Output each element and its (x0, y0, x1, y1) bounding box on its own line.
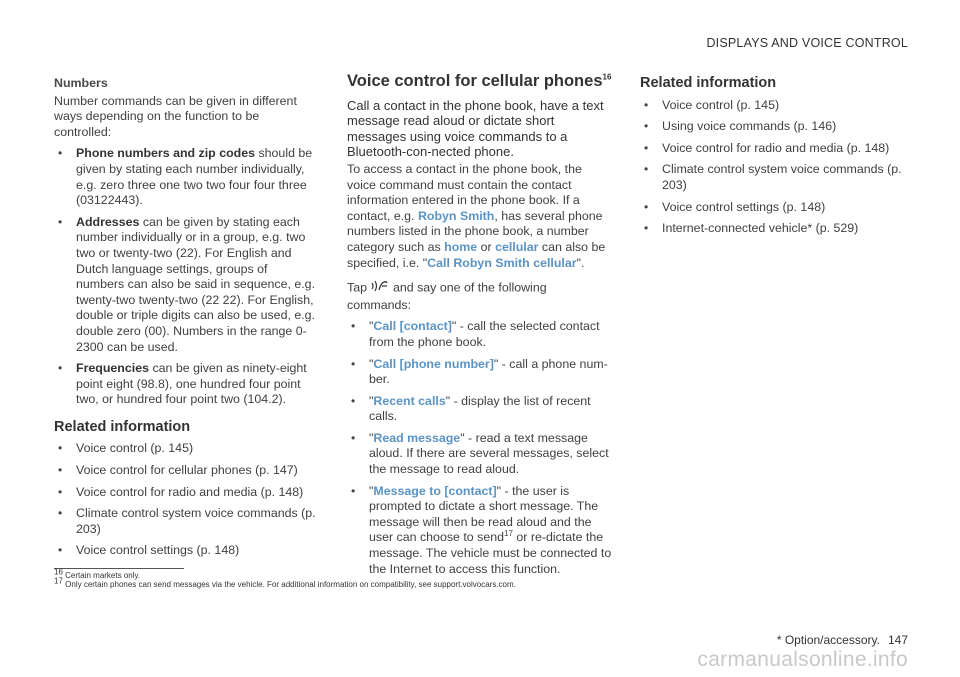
command-text: " - call a phone num-ber. (369, 356, 608, 387)
related-link-text[interactable]: Voice control (p. 145) (76, 441, 194, 456)
list-item (347, 319, 613, 350)
command: Call [contact] (373, 319, 452, 334)
related-heading: Related information (640, 75, 777, 91)
list-item (347, 484, 613, 578)
related-link[interactable] (640, 141, 910, 157)
command-text: or re-dictate the message. The vehicle must be connected to the Internet to access this function. (369, 530, 612, 576)
bullet: • (58, 441, 63, 456)
footnote (54, 567, 141, 580)
bullet: • (644, 97, 649, 112)
text: and say one of the following commands: (347, 280, 547, 312)
related-link-text[interactable]: Voice control for cellular phones (p. 147) (76, 463, 298, 478)
open-quote: " (369, 356, 374, 371)
text: can also be specified, i.e. " (347, 239, 606, 270)
term: Frequencies (76, 361, 149, 376)
command-text: " - the user is prompted to dictate a short message. The message will then be read aloud and the user can choose to send (369, 483, 599, 545)
bullet: • (644, 221, 649, 236)
bullet: • (58, 214, 63, 229)
open-quote: " (369, 393, 374, 408)
related-link[interactable] (54, 506, 318, 537)
bullet: • (58, 484, 63, 499)
bullet: • (58, 506, 63, 521)
related-list (640, 98, 910, 237)
keyword: Robyn Smith (417, 208, 495, 223)
bullet: • (58, 463, 63, 478)
related-link[interactable] (640, 200, 910, 216)
bullet: • (58, 543, 63, 558)
related-link-text[interactable]: Voice control (p. 145) (662, 97, 780, 112)
footnote-number: 16 (54, 567, 63, 577)
footnote-number: 17 (54, 576, 63, 586)
column-cellular (347, 72, 613, 577)
bullet: • (351, 430, 356, 445)
footnote-ref[interactable]: 17 (504, 529, 513, 539)
command: Recent calls (373, 393, 446, 408)
command: Read message (373, 430, 461, 445)
section-title (347, 74, 613, 90)
command: Message to [contact] (373, 483, 497, 498)
keyword: Call Robyn Smith cellular (427, 255, 577, 270)
contact-paragraph (347, 162, 613, 271)
numbers-heading: Numbers (54, 76, 108, 90)
related-link[interactable] (640, 98, 910, 114)
bullet: • (58, 361, 63, 376)
text: To access a contact in the phone book, the voice command must contain the contact information entered in the phone book. If a contact, e.g. (347, 161, 582, 223)
commands-list (347, 319, 613, 577)
related-link-text[interactable]: Climate control system voice commands (p. 203) (662, 162, 902, 192)
footnote-ref[interactable]: 16 (602, 72, 612, 82)
term: Phone numbers and zip codes (76, 146, 256, 161)
watermark: carmanualsonline.info (697, 648, 908, 671)
open-quote: " (369, 319, 374, 334)
related-list (54, 441, 318, 559)
command-text: " - call the selected contact from the phone book. (369, 319, 600, 349)
option-note: * Option/accessory. (776, 633, 880, 647)
related-link[interactable] (640, 221, 910, 237)
bullet: • (644, 140, 649, 155)
bullet: • (351, 483, 356, 498)
footnote-text: Certain markets only. (65, 571, 141, 580)
item-text: can be given as ninety-eight point eight (98.8), one hundred four point two, or hundred four point two (104.2). (76, 361, 307, 407)
bullet: • (644, 162, 649, 177)
page-number: 147 (887, 633, 908, 647)
text: ". (576, 255, 585, 270)
list-item (54, 215, 318, 355)
term: Addresses (76, 214, 140, 229)
footnote-text: Only certain phones can send messages via the vehicle. For additional information on compatibility, see support.volvocars.com. (65, 580, 516, 589)
keyword: cellular (495, 239, 539, 254)
footnote (54, 576, 516, 589)
page-footer (777, 633, 908, 647)
command: Call [phone number] (373, 356, 494, 371)
bullet: • (58, 146, 63, 161)
numbers-list (54, 146, 318, 408)
related-link-text[interactable]: Using voice commands (p. 146) (662, 119, 837, 134)
column-related (640, 76, 910, 237)
numbers-intro: Number commands can be given in different ways depending on the function to be controlled: (54, 93, 297, 139)
tap-instruction (347, 279, 613, 313)
running-header: DISPLAYS AND VOICE CONTROL (706, 36, 908, 50)
related-link-text[interactable]: Voice control for radio and media (p. 148) (662, 140, 890, 155)
open-quote: " (369, 483, 374, 498)
related-link-text[interactable]: Voice control settings (p. 148) (662, 199, 826, 214)
column-numbers (54, 76, 318, 559)
related-link[interactable] (54, 441, 318, 457)
related-link[interactable] (640, 119, 910, 135)
related-link[interactable] (54, 543, 318, 559)
related-link-text[interactable]: Voice control settings (p. 148) (76, 543, 240, 558)
related-link-text[interactable]: Voice control for radio and media (p. 148) (76, 484, 304, 499)
text: Tap (347, 280, 367, 295)
item-text: should be given by stating each number individually, e.g. zero three one two two four four three (03122443). (76, 146, 313, 208)
footnote-divider (54, 568, 184, 569)
section-intro: Call a contact in the phone book, have a text message read aloud or dictate short messages using voice commands to a Bluetooth-con-nected phone. (347, 97, 604, 160)
open-quote: " (369, 430, 374, 445)
bullet: • (351, 393, 356, 408)
bullet: • (644, 199, 649, 214)
list-item (347, 357, 613, 388)
command-text: " - display the list of recent calls. (369, 393, 591, 424)
section-title-text: Voice control for cellular phones (347, 72, 603, 90)
bullet: • (351, 356, 356, 371)
microphone-voice-icon[interactable] (370, 279, 390, 298)
related-link-text[interactable]: Climate control system voice commands (p. 203) (76, 506, 316, 536)
bullet: • (351, 319, 356, 334)
text: , has several phone numbers listed in the phone book, a number category such as (347, 208, 603, 254)
related-link[interactable] (640, 162, 910, 193)
text: or (477, 239, 496, 254)
list-item (54, 361, 318, 408)
keyword: home (444, 239, 478, 254)
list-item (54, 146, 318, 208)
item-text: can be given by stating each number individually or in a group, e.g. two two or twenty-two (22). For English and Dutch language settings, groups of numbers can also be said in sequence, e.g. twenty-two twenty-two (22 22). For English, double or triple digits can also be used, e.g. double zero (00). Numbers in the range 0-2300 can be used. (76, 214, 316, 354)
related-link[interactable] (54, 485, 318, 501)
list-item (347, 431, 613, 478)
related-link[interactable] (54, 463, 318, 479)
related-link-text[interactable]: Internet-connected vehicle* (p. 529) (662, 221, 859, 236)
list-item (347, 394, 613, 425)
bullet: • (644, 119, 649, 134)
command-text: " - read a text message aloud. If there are several messages, select the message to read aloud. (369, 430, 609, 477)
related-heading: Related information (54, 418, 191, 435)
